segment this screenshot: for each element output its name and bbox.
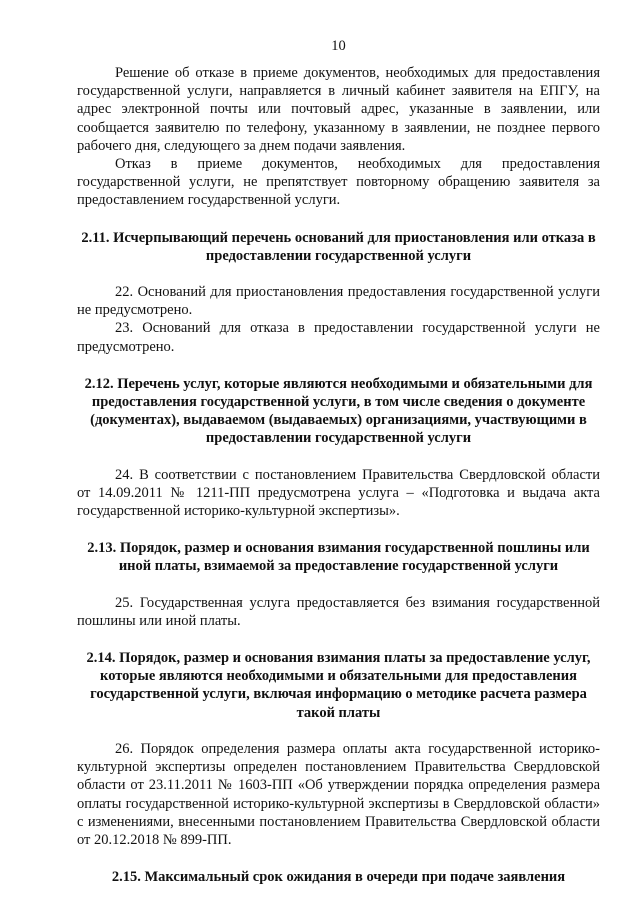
paragraph-26: 26. Порядок определения размера оплаты акта государственной историко-культурной экспертизы определен постановлением Правительства Свердловской области от 23.11.2011 № 1603-ПП «Об утверждении порядка определения размера оплаты государственной историко-культурной экспертизы в Свердловской области» с изменениями, внесенными постановлением Правительства Свердловской области от 20.12.2018 № 899-ПП.: [77, 740, 600, 848]
page-number: 10: [331, 38, 346, 54]
section-heading-2-11: 2.11. Исчерпывающий перечень оснований для приостановления или отказа в предоставлении государственной услуги: [81, 229, 596, 264]
paragraph-24: 24. В соответствии с постановлением Правительства Свердловской области от 14.09.2011 № 1211-ПП предусмотрена услуга – «Подготовка и выдача акта государственной историко-культурной экспертизы».: [77, 466, 600, 520]
paragraph-25: 25. Государственная услуга предоставляется без взимания государственной пошлины или иной платы.: [77, 594, 600, 629]
section-heading-2-15: 2.15. Максимальный срок ожидания в очереди при подаче заявления: [111, 869, 566, 886]
section-heading-2-13: 2.13. Порядок, размер и основания взимания государственной пошлины или иной платы, взимаемой за предоставление государственной услуги: [87, 540, 590, 575]
section-heading-2-12: 2.12. Перечень услуг, которые являются необходимыми и обязательными для предоставления государственной услуги, в том числе сведения о документе (документах), выдаваемом (выдаваемых) организациями, участвующими в предоставлении государственной услуги: [84, 375, 593, 447]
paragraph-22: 22. Оснований для приостановления предоставления государственной услуги не предусмотрено.: [77, 284, 600, 319]
section-heading-2-14: 2.14. Порядок, размер и основания взимания платы за предоставление услуг, которые являются необходимыми и обязательными для предоставления государственной услуги, включая информацию о методике расчета размера такой платы: [86, 650, 591, 721]
paragraph-refusal-no-obstacle: Отказ в приеме документов, необходимых для предоставления государственной услуги, не препятствует повторному обращению заявителя за предоставлением государственной услуги.: [77, 156, 600, 209]
paragraph-refusal-notice: Решение об отказе в приеме документов, необходимых для предоставления государственной услуги, направляется в личный кабинет заявителя на ЕПГУ, на адрес электронной почты или почтовый адрес, указанные в заявлении, или сообщается заявителю по телефону, указанному в заявлении, не позднее первого рабочего дня, следующего за днем подачи заявления.: [77, 65, 600, 154]
paragraph-23: 23. Оснований для отказа в предоставлении государственной услуги не предусмотрено.: [77, 320, 600, 355]
